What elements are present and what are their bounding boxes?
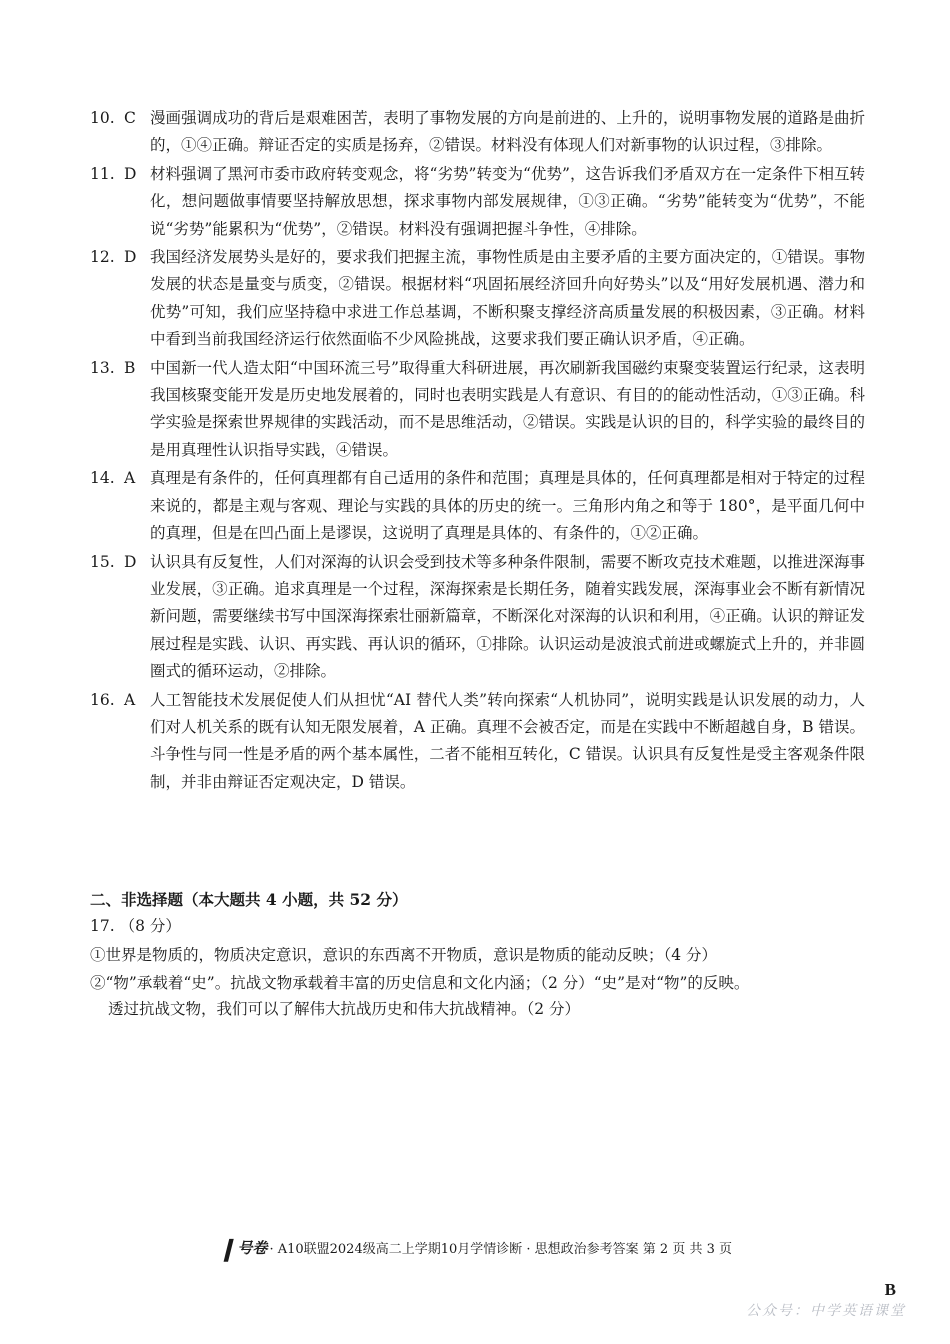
- answer-item: [90, 355, 865, 465]
- version-mark: B: [884, 1280, 896, 1299]
- answer-option: C: [124, 109, 136, 127]
- answer-explanation: 认识具有反复性，人们对深海的认识会受到技术等多种条件限制，需要不断攻克技术难题，以推进深海事业发展，③正确。追求真理是一个过程，深海探索是长期任务，随着实践发展，深海事业会不断有新情况新问题，需要继续书写中国深海探索壮丽新篇章，不断深化对深海的认识和利用，④正确。认识的辩证发展过程是实践、认识、再实践、再认识的循环，①排除。认识运动是波浪式前进或螺旋式上升的，并非圆圈式的循环运动，②排除。: [150, 552, 865, 681]
- question-17-point-1: ①世界是物质的，物质决定意识，意识的东西离不开物质，意识是物质的能动反映；（4 分）: [90, 946, 718, 964]
- brand-logo-text: 号卷: [237, 1239, 268, 1257]
- answer-explanation: 真理是有条件的，任何真理都有自己适用的条件和范围；真理是具体的，任何真理都是相对于特定的过程来说的，都是主观与客观、理论与实践的具体的历史的统一。三角形内角之和等于 180°，是平面几何中的真理，但是在凹凸面上是谬误，这说明了真理是具体的、有条件的，①②正确。: [150, 469, 865, 543]
- question-17-point-2-line-2: 透过抗战文物，我们可以了解伟大抗战历史和伟大抗战精神。（2 分）: [108, 1000, 581, 1018]
- answer-option: B: [124, 358, 136, 377]
- answer-item: [90, 161, 865, 243]
- question-number: 13.: [90, 358, 115, 377]
- answer-item: [90, 687, 865, 797]
- footer-text: · A10联盟2024级高二上学期10月学情诊断 · 思想政治参考答案 第 2 页 共 3 页: [269, 1242, 732, 1257]
- question-number: 16.: [90, 690, 115, 709]
- question-17-point-2-line-1: ②“物”承载着“史”。抗战文物承载着丰富的历史信息和文化内涵；（2 分）“史”是对“物”的反映。: [90, 974, 750, 992]
- answer-option: D: [124, 552, 137, 571]
- answer-item: [90, 105, 865, 160]
- brand-logo-icon: ❙: [217, 1236, 237, 1262]
- question-number: 15.: [90, 552, 115, 571]
- watermark: 公众号：中学英语课堂: [746, 1303, 906, 1319]
- answer-item: [90, 465, 865, 547]
- answer-explanation: 材料强调了黑河市委市政府转变观念，将“劣势”转变为“优势”，这告诉我们矛盾双方在一定条件下相互转化，想问题做事情要坚持解放思想，探求事物内部发展规律，①③正确。“劣势”能转变为“优势”，不能说“劣势”能累积为“优势”，②错误。材料没有强调把握斗争性，④排除。: [150, 164, 865, 238]
- answer-explanation: 漫画强调成功的背后是艰难困苦，表明了事物发展的方向是前进的、上升的，说明事物发展的道路是曲折的，①④正确。辩证否定的实质是扬弃，②错误。材料没有体现人们对新事物的认识过程，③排除。: [150, 109, 865, 155]
- question-number: 11.: [90, 164, 115, 183]
- answer-option: A: [124, 690, 136, 709]
- page-footer: [0, 1236, 950, 1262]
- section-heading: 二、非选择题（本大题共 4 小题，共 52 分）: [90, 890, 408, 909]
- answer-option: D: [124, 248, 137, 267]
- answer-explanation: 我国经济发展势头是好的，要求我们把握主流，事物性质是由主要矛盾的主要方面决定的，①错误。事物发展的状态是量变与质变，②错误。根据材料“巩固拓展经济回升向好势头”以及“用好发展机遇、潜力和优势”可知，我们应坚持稳中求进工作总基调，不断积聚支撑经济高质量发展的积极因素，③正确。材料中看到当前我国经济运行依然面临不少风险挑战，这要求我们要正确认识矛盾，④正确。: [150, 248, 865, 349]
- answer-explanation: 人工智能技术发展促使人们从担忧“AI 替代人类”转向探索“人机协同”，说明实践是认识发展的动力，人们对人机关系的既有认知无限发展着，A 正确。真理不会被否定，而是在实践中不断超越自身，B 错误。斗争性与同一性是矛盾的两个基本属性，二者不能相互转化，C 错误。认识具有反复性是受主客观条件限制，并非由辩证否定观决定，D 错误。: [150, 690, 865, 791]
- question-number: 12.: [90, 248, 115, 267]
- answer-option: D: [124, 164, 137, 183]
- answer-explanation: 中国新一代人造太阳“中国环流三号”取得重大科研进展，再次刷新我国磁约束聚变装置运行纪录，这表明我国核聚变能开发是历史地发展着的，同时也表明实践是人有意识、有目的的能动性活动，①③正确。科学实验是探索世界规律的实践活动，而不是思维活动，②错误。实践是认识的目的，科学实验的最终目的是用真理性认识指导实践，④错误。: [150, 358, 865, 459]
- answer-option: A: [124, 469, 136, 488]
- question-17-point-2: [90, 970, 870, 1022]
- answer-list: [90, 105, 865, 797]
- question-17-label: 17. （8 分）: [90, 917, 181, 935]
- question-number: 10.: [90, 109, 115, 127]
- answer-item: [90, 549, 865, 686]
- answer-item: [90, 244, 865, 354]
- question-number: 14.: [90, 469, 115, 488]
